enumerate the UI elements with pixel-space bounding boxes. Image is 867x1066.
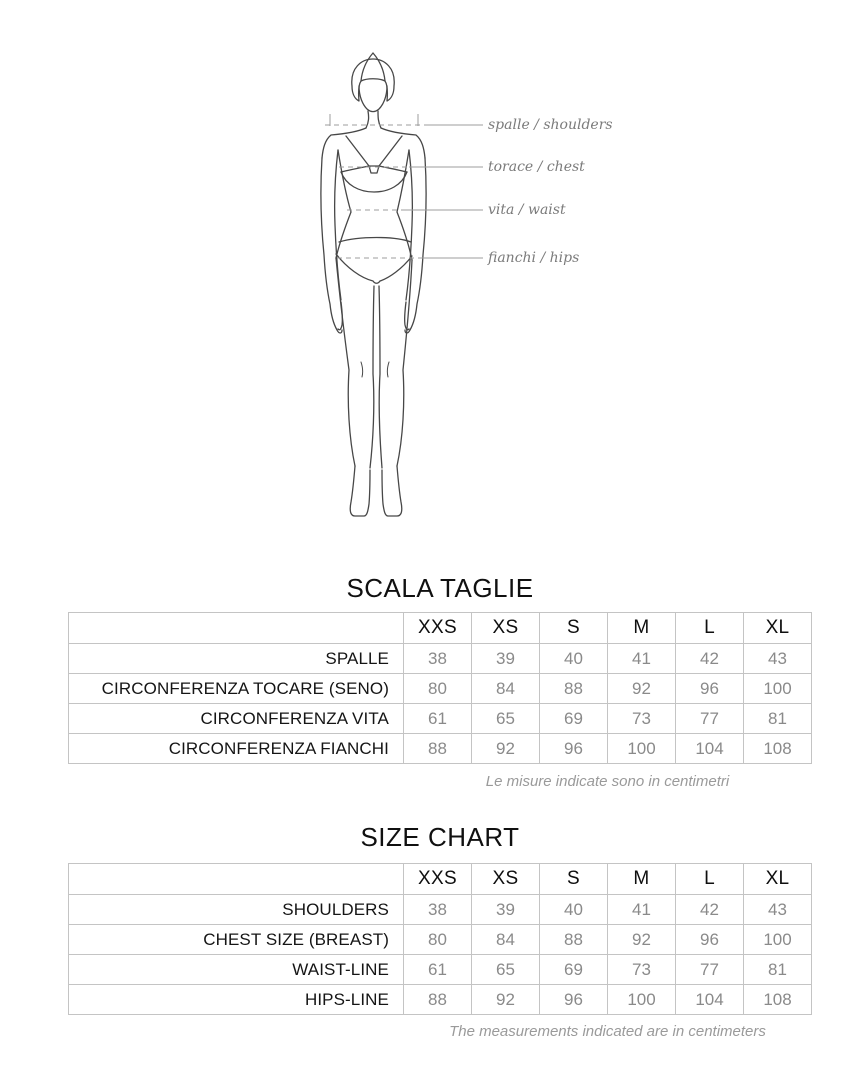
size-value: 38 — [404, 644, 472, 674]
size-value: 100 — [608, 985, 676, 1015]
size-value: 96 — [540, 734, 608, 764]
row-label: SHOULDERS — [69, 895, 404, 925]
size-value: 100 — [608, 734, 676, 764]
size-value: 41 — [608, 644, 676, 674]
table-row-shoulders — [69, 644, 812, 674]
row-label: WAIST-LINE — [69, 955, 404, 985]
column-header-l: L — [676, 864, 744, 895]
size-table-english — [68, 863, 812, 1015]
footnote-italian: Le misure indicate sono in centimetri — [485, 773, 730, 790]
footnote-english: The measurements indicated are in centimeters — [449, 1023, 766, 1040]
size-value: 104 — [676, 734, 744, 764]
size-value: 96 — [540, 985, 608, 1015]
size-value: 96 — [676, 674, 744, 704]
size-value: 80 — [404, 925, 472, 955]
row-label: CIRCONFERENZA FIANCHI — [69, 734, 404, 764]
measurement-lines — [325, 114, 483, 258]
header-row — [69, 613, 812, 644]
column-header-m: M — [608, 613, 676, 644]
measurement-label-hips: fianchi / hips — [488, 250, 580, 266]
size-value: 92 — [472, 985, 540, 1015]
header-row — [69, 864, 812, 895]
size-value: 69 — [540, 704, 608, 734]
row-label: CHEST SIZE (BREAST) — [69, 925, 404, 955]
table-row-waist — [69, 704, 812, 734]
column-header-l: L — [676, 613, 744, 644]
size-value: 40 — [540, 644, 608, 674]
column-header-xl: XL — [744, 864, 812, 895]
size-value: 73 — [608, 704, 676, 734]
size-value: 77 — [676, 704, 744, 734]
size-value: 38 — [404, 895, 472, 925]
size-value: 88 — [540, 674, 608, 704]
size-value: 65 — [472, 704, 540, 734]
column-header-xxs: XXS — [404, 613, 472, 644]
measurement-label-chest: torace / chest — [488, 159, 585, 175]
size-value: 73 — [608, 955, 676, 985]
size-value: 41 — [608, 895, 676, 925]
table-row-chest — [69, 925, 812, 955]
size-value: 77 — [676, 955, 744, 985]
table-title-english: SIZE CHART — [360, 822, 520, 852]
size-value: 96 — [676, 925, 744, 955]
size-value: 39 — [472, 895, 540, 925]
size-value: 43 — [744, 644, 812, 674]
size-value: 80 — [404, 674, 472, 704]
body-measurement-figure — [285, 40, 483, 518]
table-row-hips — [69, 734, 812, 764]
size-value: 40 — [540, 895, 608, 925]
empty-corner-cell — [69, 613, 404, 644]
figure-outline — [321, 53, 426, 516]
size-value: 84 — [472, 674, 540, 704]
size-value: 108 — [744, 734, 812, 764]
column-header-m: M — [608, 864, 676, 895]
size-value: 88 — [404, 734, 472, 764]
measurement-label-shoulders: spalle / shoulders — [488, 117, 613, 133]
size-value: 108 — [744, 985, 812, 1015]
size-value: 42 — [676, 895, 744, 925]
size-value: 81 — [744, 955, 812, 985]
size-value: 81 — [744, 704, 812, 734]
row-label: CIRCONFERENZA TOCARE (SENO) — [69, 674, 404, 704]
size-value: 92 — [608, 674, 676, 704]
size-value: 92 — [472, 734, 540, 764]
table-row-shoulders — [69, 895, 812, 925]
table-title-italian: SCALA TAGLIE — [346, 573, 534, 603]
size-value: 61 — [404, 704, 472, 734]
size-value: 104 — [676, 985, 744, 1015]
table-row-hips — [69, 985, 812, 1015]
column-header-xl: XL — [744, 613, 812, 644]
empty-corner-cell — [69, 864, 404, 895]
size-value: 100 — [744, 674, 812, 704]
column-header-s: S — [540, 613, 608, 644]
row-label: CIRCONFERENZA VITA — [69, 704, 404, 734]
column-header-xs: XS — [472, 613, 540, 644]
table-row-waist — [69, 955, 812, 985]
table-row-chest — [69, 674, 812, 704]
size-value: 61 — [404, 955, 472, 985]
measurement-label-waist: vita / waist — [488, 202, 566, 218]
column-header-xs: XS — [472, 864, 540, 895]
row-label: SPALLE — [69, 644, 404, 674]
size-value: 88 — [540, 925, 608, 955]
column-header-s: S — [540, 864, 608, 895]
size-value: 69 — [540, 955, 608, 985]
size-value: 39 — [472, 644, 540, 674]
size-value: 43 — [744, 895, 812, 925]
size-value: 100 — [744, 925, 812, 955]
size-value: 42 — [676, 644, 744, 674]
size-value: 92 — [608, 925, 676, 955]
size-value: 84 — [472, 925, 540, 955]
size-value: 65 — [472, 955, 540, 985]
row-label: HIPS-LINE — [69, 985, 404, 1015]
size-table-italian — [68, 612, 812, 764]
size-value: 88 — [404, 985, 472, 1015]
column-header-xxs: XXS — [404, 864, 472, 895]
